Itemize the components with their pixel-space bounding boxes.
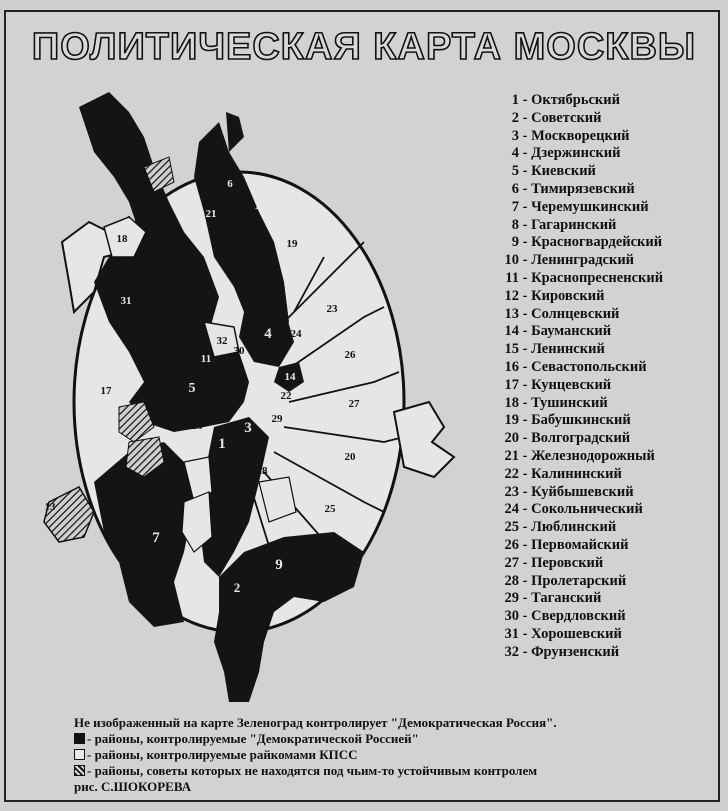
legend-item: 18 - Тушинский [493,395,713,413]
legend-item: 24 - Сокольнический [493,501,713,519]
legend-item: 20 - Волгоградский [493,430,713,448]
moscow-map [34,82,494,707]
legend-number: 2 [511,109,519,126]
legend-district-name: Пролетарский [531,572,627,589]
legend-district-name: Куйбышевский [531,483,634,500]
legend-district-name: Гагаринский [531,216,617,233]
legend-number: 24 [504,501,519,518]
legend-district-name: Ленинградский [531,252,635,269]
legend-district-name: Железнодорожный [531,447,655,464]
map-label-15: 15 [191,420,203,432]
district-13-hatched [44,487,94,542]
map-notes [74,715,714,795]
legend-item: 27 - Перовский [493,555,713,573]
legend-dark-text: - районы, контролируемые "Демократической Россией" [87,731,419,746]
legend-district-name: Краснопресненский [531,269,664,286]
map-label-9: 9 [275,557,283,573]
legend-item: 32 - Фрунзенский [493,644,713,662]
legend-item: 31 - Хорошевский [493,626,713,644]
legend-number: 4 [511,145,519,162]
map-label-21: 21 [205,208,217,220]
legend-district-name: Первомайский [531,536,629,553]
legend-district-name: Ленинский [531,341,605,358]
legend-item: 16 - Севастопольский [493,359,713,377]
legend-number: 10 [504,252,519,269]
legend-number: 29 [504,590,519,607]
map-label-27: 27 [348,398,360,410]
legend-district-name: Бауманский [531,323,612,340]
legend-district-name: Красногвардейский [531,234,663,251]
legend-item: 14 - Бауманский [493,323,713,341]
legend-item: 15 - Ленинский [493,341,713,359]
map-label-26: 26 [344,349,356,361]
legend-number: 26 [504,536,519,553]
map-label-1: 1 [218,436,226,452]
legend-light-text: - районы, контролируемые райкомами КПСС [87,747,358,762]
legend-number: 7 [511,198,519,215]
legend-number: 13 [504,305,519,322]
legend-number: 23 [504,483,519,500]
map-label-14: 14 [284,371,296,383]
map-label-29: 29 [271,413,283,425]
legend-item: 28 - Пролетарский [493,573,713,591]
map-title: ПОЛИТИЧЕСКАЯ КАРТА МОСКВЫ [31,26,697,68]
legend-district-name: Дзержинский [531,145,621,162]
north-tip [226,112,244,152]
legend-number: 16 [504,358,519,375]
legend-district-name: Бабушкинский [531,412,631,429]
legend-number: 1 [511,92,519,108]
legend-item: 22 - Калининский [493,466,713,484]
legend-number: 22 [504,465,519,482]
legend-district-name: Калининский [531,465,622,482]
legend-district-name: Сокольнический [531,501,643,518]
legend-number: 18 [504,394,519,411]
legend-item: 11 - Краснопресненский [493,270,713,288]
map-label-5: 5 [188,381,196,396]
legend-district-name: Черемушкинский [531,198,649,215]
map-label-28: 28 [256,465,268,477]
legend-number: 25 [504,519,519,536]
legend-item: 26 - Первомайский [493,537,713,555]
legend-district-name: Тимирязевский [531,180,635,197]
map-label-20: 20 [344,451,356,463]
legend-number: 6 [511,180,519,197]
legend-item: 12 - Кировский [493,288,713,306]
legend-number: 17 [504,376,519,393]
legend-item: 6 - Тимирязевский [493,181,713,199]
legend-district-name: Перовский [531,554,604,571]
map-label-18: 18 [116,233,128,245]
legend-item: 17 - Кунцевский [493,377,713,395]
legend-district-name: Волгоградский [531,430,631,447]
legend-district-name: Кировский [531,287,605,304]
legend-district-name: Хорошевский [531,625,622,642]
map-frame [4,10,720,802]
legend-number: 15 [504,341,519,358]
legend-district-name: Севастопольский [531,358,647,375]
legend-item: 2 - Советский [493,110,713,128]
map-label-6: 6 [227,178,233,190]
legend-item: 8 - Гагаринский [493,217,713,235]
moscow-map-svg [34,82,494,702]
legend-item: 25 - Люблинский [493,519,713,537]
legend-item: 30 - Свердловский [493,608,713,626]
zelenograd-note: Не изображенный на карте Зеленоград контролирует "Демократическая Россия". [74,715,557,730]
map-label-2: 2 [233,580,241,595]
legend-number: 27 [504,554,519,571]
map-label-19: 19 [286,238,298,250]
map-label-11: 11 [200,353,212,365]
legend-number: 30 [504,608,519,625]
eastern-protrusion [394,402,454,477]
legend-district-name: Солнцевский [531,305,620,322]
legend-item: 21 - Железнодорожный [493,448,713,466]
legend-number: 19 [504,412,519,429]
map-label-4: 4 [264,326,272,342]
legend-number: 28 [504,572,519,589]
legend-number: 20 [504,430,519,447]
legend-district-name: Советский [531,109,602,126]
legend-number: 9 [511,234,519,251]
legend-item: 13 - Солнцевский [493,306,713,324]
legend-item: 9 - Красногвардейский [493,234,713,252]
legend-district-name: Свердловский [531,608,626,625]
legend-item: 3 - Москворецкий [493,128,713,146]
map-label-31: 31 [120,295,132,307]
legend-district-name: Фрунзенский [531,643,620,660]
legend-hatch-text: - районы, советы которых не находятся под чьим-то устойчивым контролем [87,763,538,778]
legend-light [74,747,714,763]
legend-item: 10 - Ленинградский [493,252,713,270]
legend-item: 29 - Таганский [493,590,713,608]
legend-item: 1 - Октябрьский [493,92,713,110]
legend-district-name: Киевский [531,163,596,180]
legend-item: 23 - Куйбышевский [493,484,713,502]
legend-number: 8 [511,216,519,233]
district-legend [493,92,713,662]
legend-number: 21 [504,447,519,464]
legend-number: 14 [504,323,519,340]
legend-district-name: Октябрьский [531,92,620,108]
author-credit: рис. С.ШОКОРЕВА [74,779,192,794]
legend-district-name: Люблинский [531,519,617,536]
map-label-32: 32 [216,335,228,347]
map-label-7: 7 [152,530,160,546]
map-label-25: 25 [324,503,336,515]
legend-number: 3 [511,127,519,144]
legend-number: 31 [504,625,519,642]
legend-item: 4 - Дзержинский [493,145,713,163]
legend-number: 11 [505,269,519,286]
map-label-23: 23 [326,303,338,315]
legend-item: 5 - Киевский [493,163,713,181]
map-label-30: 30 [233,345,245,357]
legend-dark [74,731,714,747]
map-label-17: 17 [100,385,112,397]
map-label-12: 12 [254,200,266,212]
legend-district-name: Таганский [531,590,602,607]
map-label-24: 24 [290,328,302,340]
legend-district-name: Кунцевский [531,376,612,393]
legend-number: 5 [511,163,519,180]
map-label-13: 13 [44,501,56,513]
dark-swatch [74,733,85,744]
hatch-swatch [74,765,85,776]
legend-number: 32 [504,643,519,660]
map-label-22: 22 [280,390,292,402]
light-swatch [74,749,85,760]
legend-item: 7 - Черемушкинский [493,199,713,217]
legend-district-name: Москворецкий [531,127,630,144]
map-label-16: 16 [208,497,220,509]
legend-item: 19 - Бабушкинский [493,412,713,430]
legend-hatch [74,763,714,779]
legend-number: 12 [504,287,519,304]
legend-district-name: Тушинский [531,394,608,411]
map-label-3: 3 [244,420,252,436]
